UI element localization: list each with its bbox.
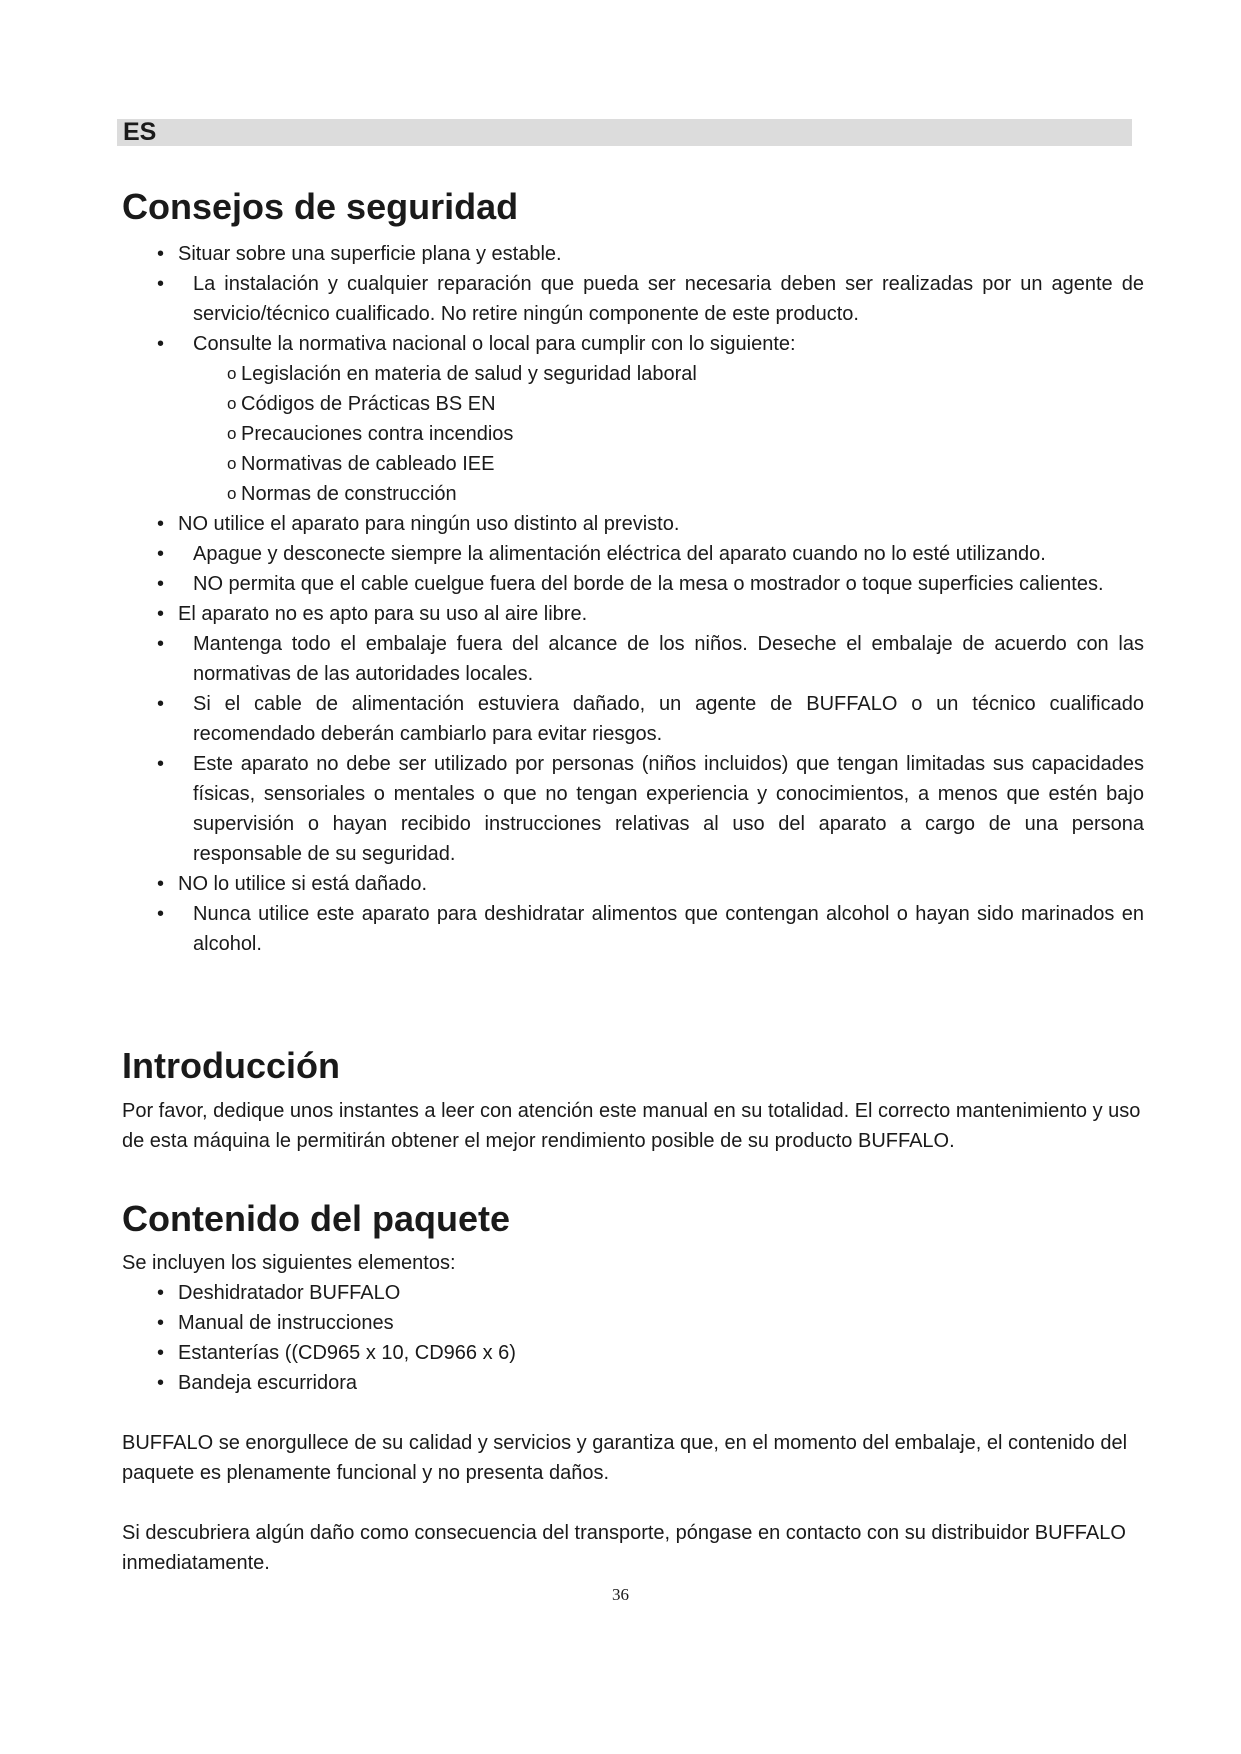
bullet-icon: •: [157, 1312, 165, 1334]
damage-paragraph: Si descubriera algún daño como consecuencia del transporte, póngase en contacto con su distribuidor BUFFALO inmediatamente.: [122, 1522, 1126, 1574]
list-item: • Apague y desconecte siempre la alimentación eléctrica del aparato cuando no lo esté utilizando.: [122, 539, 1144, 569]
bullet-icon: •: [157, 1282, 165, 1304]
list-item: • Mantenga todo el embalaje fuera del alcance de los niños. Deseche el embalaje de acuerdo con las normativas de las autoridades locales.: [122, 629, 1144, 689]
page-number: 36: [612, 1585, 629, 1604]
list-item: • Este aparato no debe ser utilizado por personas (niños incluidos) que tengan limitadas sus capacidades físicas, sensoriales o mentales o que no tengan experiencia y conocimientos, a menos que estén bajo supervisión o hayan recibido instrucciones relativas al uso del aparato a cargo de una persona responsable de su seguridad.: [122, 749, 1144, 869]
safety-list: [122, 239, 1144, 359]
list-item: • Estanterías ((CD965 x 10, CD966 x 6): [122, 1338, 1144, 1368]
intro-section-title: Introducción: [122, 1045, 340, 1086]
list-item: • Manual de instrucciones: [122, 1308, 1144, 1338]
bullet-icon: •: [157, 873, 165, 895]
intro-block: [122, 1096, 1144, 1156]
circle-bullet-icon: o: [227, 394, 237, 413]
package-lead: Se incluyen los siguientes elementos:: [122, 1252, 456, 1274]
bullet-icon: •: [157, 633, 165, 655]
list-item: • NO permita que el cable cuelgue fuera del borde de la mesa o mostrador o toque superficies calientes.: [122, 569, 1144, 599]
language-header-bar: [117, 119, 1132, 146]
package-list: [122, 1278, 1144, 1398]
list-item: • NO utilice el aparato para ningún uso distinto al previsto.: [122, 509, 1144, 539]
bullet-icon: •: [157, 543, 165, 565]
list-item: • Nunca utilice este aparato para deshidratar alimentos que contengan alcohol o hayan sido marinados en alcohol.: [122, 899, 1144, 959]
bullet-icon: •: [157, 243, 165, 265]
bullet-icon: •: [157, 753, 165, 775]
bullet-icon: •: [157, 1372, 165, 1394]
circle-bullet-icon: o: [227, 364, 237, 383]
list-item: • El aparato no es apto para su uso al aire libre.: [122, 599, 1144, 629]
list-item: o Normativas de cableado IEE: [122, 449, 1144, 479]
list-item: • Si el cable de alimentación estuviera dañado, un agente de BUFFALO o un técnico cualificado recomendado deberán cambiarlo para evitar riesgos.: [122, 689, 1144, 749]
package-section-title: Contenido del paquete: [122, 1198, 511, 1239]
intro-paragraph: Por favor, dedique unos instantes a leer con atención este manual en su totalidad. El correcto mantenimiento y uso de esta máquina le permitirán obtener el mejor rendimiento posible de su producto BUFFALO.: [122, 1100, 1141, 1152]
list-item: o Normas de construcción: [122, 479, 1144, 509]
bullet-icon: •: [157, 273, 165, 295]
safety-list-block: [122, 239, 1144, 959]
language-code: ES: [123, 118, 157, 146]
list-item: o Códigos de Prácticas BS EN: [122, 389, 1144, 419]
circle-bullet-icon: o: [227, 424, 237, 443]
package-block: [122, 1248, 1144, 1578]
bullet-icon: •: [157, 903, 165, 925]
bullet-icon: •: [157, 333, 165, 355]
safety-list-continued: [122, 509, 1144, 959]
circle-bullet-icon: o: [227, 454, 237, 473]
bullet-icon: •: [157, 603, 165, 625]
circle-bullet-icon: o: [227, 484, 237, 503]
list-item: • La instalación y cualquier reparación que pueda ser necesaria deben ser realizadas por un agente de servicio/técnico cualificado. No retire ningún componente de este producto.: [122, 269, 1144, 329]
bullet-icon: •: [157, 513, 165, 535]
regulations-sublist: [122, 359, 1144, 509]
list-item: • Situar sobre una superficie plana y estable.: [122, 239, 1144, 269]
list-item: • Bandeja escurridora: [122, 1368, 1144, 1398]
safety-section-title: Consejos de seguridad: [122, 186, 519, 227]
list-item: o Precauciones contra incendios: [122, 419, 1144, 449]
bullet-icon: •: [157, 693, 165, 715]
list-item: o Legislación en materia de salud y seguridad laboral: [122, 359, 1144, 389]
list-item: • NO lo utilice si está dañado.: [122, 869, 1144, 899]
list-item: • Consulte la normativa nacional o local para cumplir con lo siguiente:: [122, 329, 1144, 359]
quality-paragraph: BUFFALO se enorgullece de su calidad y servicios y garantiza que, en el momento del embalaje, el contenido del paquete es plenamente funcional y no presenta daños.: [122, 1432, 1128, 1484]
bullet-icon: •: [157, 1342, 165, 1364]
bullet-icon: •: [157, 573, 165, 595]
list-item: • Deshidratador BUFFALO: [122, 1278, 1144, 1308]
